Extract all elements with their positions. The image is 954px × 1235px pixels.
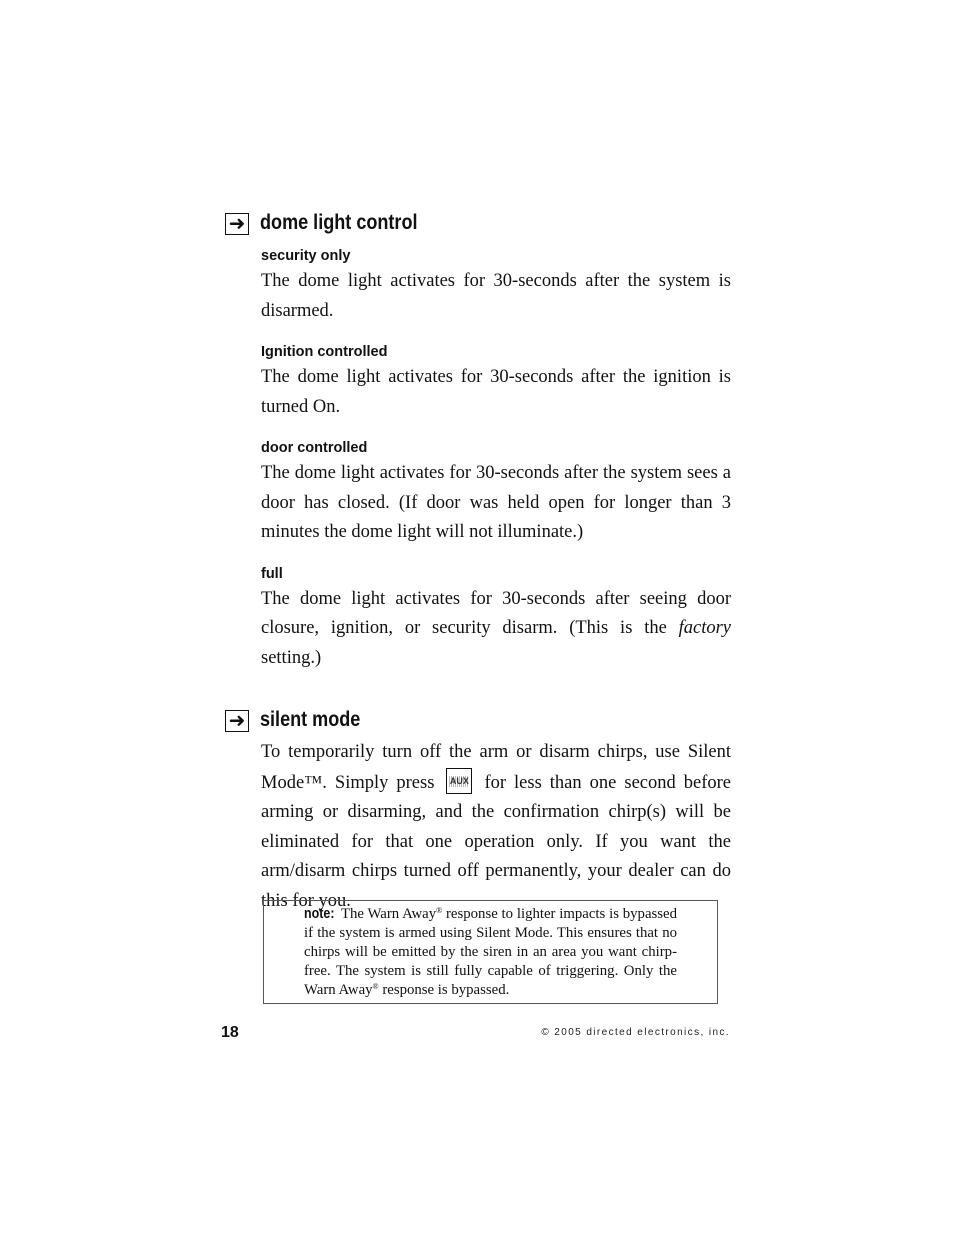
aux-button-label: AUX <box>449 775 469 786</box>
paragraph-text: To temporarily turn off the arm or disarm chirps, use Silent Mode™. Simply press <box>261 742 731 793</box>
paragraph <box>261 585 731 674</box>
section-silent-mode <box>225 710 731 916</box>
section-heading-row <box>225 710 731 738</box>
paragraph: The dome light activates for 30-seconds after the ignition is turned On. <box>261 367 731 417</box>
section-heading-row <box>225 213 731 241</box>
paragraph-text: for less than one second before arming or disarming, and the confirmation chirp(s) will be eliminated for that one operation only. If you want the arm/disarm chirps turned off permanently, your dealer can do this for you. <box>261 772 732 911</box>
aux-button-icon <box>446 768 472 794</box>
emphasis-text: factory <box>678 618 731 638</box>
paragraph <box>261 738 731 916</box>
note-box <box>263 900 718 1004</box>
subsection-title: full <box>261 565 283 582</box>
subsection-title: door controlled <box>261 440 368 456</box>
page-number: 18 <box>221 1024 239 1041</box>
subsection-title: Ignition controlled <box>261 344 388 360</box>
arrow-right-icon: ➜ <box>225 213 249 235</box>
subsection-title: security only <box>261 248 351 264</box>
copyright: © 2005 directed electronics, inc. <box>541 1027 730 1038</box>
paragraph-text: The dome light activates for 30-seconds after seeing door closure, ignition, or security disarm. (This is the <box>261 588 731 638</box>
registered-mark: ® <box>372 982 379 991</box>
section-title: silent mode <box>260 708 361 731</box>
section-dome-light-control <box>225 213 731 673</box>
note-text-part: The Warn Away <box>340 906 437 922</box>
paragraph-text: setting.) <box>261 647 322 668</box>
paragraph: The dome light activates for 30-seconds after the system is disarmed. <box>261 271 731 321</box>
note-label: note: <box>304 906 335 922</box>
registered-mark: ® <box>436 906 443 915</box>
paragraph: The dome light activates for 30-seconds after the system sees a door has closed. (If door was held open for longer than 3 minutes the dome light will not illuminate.) <box>261 463 731 542</box>
note-text-part: response is bypassed. <box>378 982 510 998</box>
arrow-right-icon: ➜ <box>225 710 249 732</box>
note-text-part: response to lighter impacts is bypassed if the system is armed using Silent Mode. This ensures that no chirps will be emitted by the siren in an area you want chirp-free. The system is still fully capable of triggering. Only the Warn Away <box>304 906 677 998</box>
note-text <box>304 905 677 1000</box>
section-title: dome light control <box>260 211 418 234</box>
